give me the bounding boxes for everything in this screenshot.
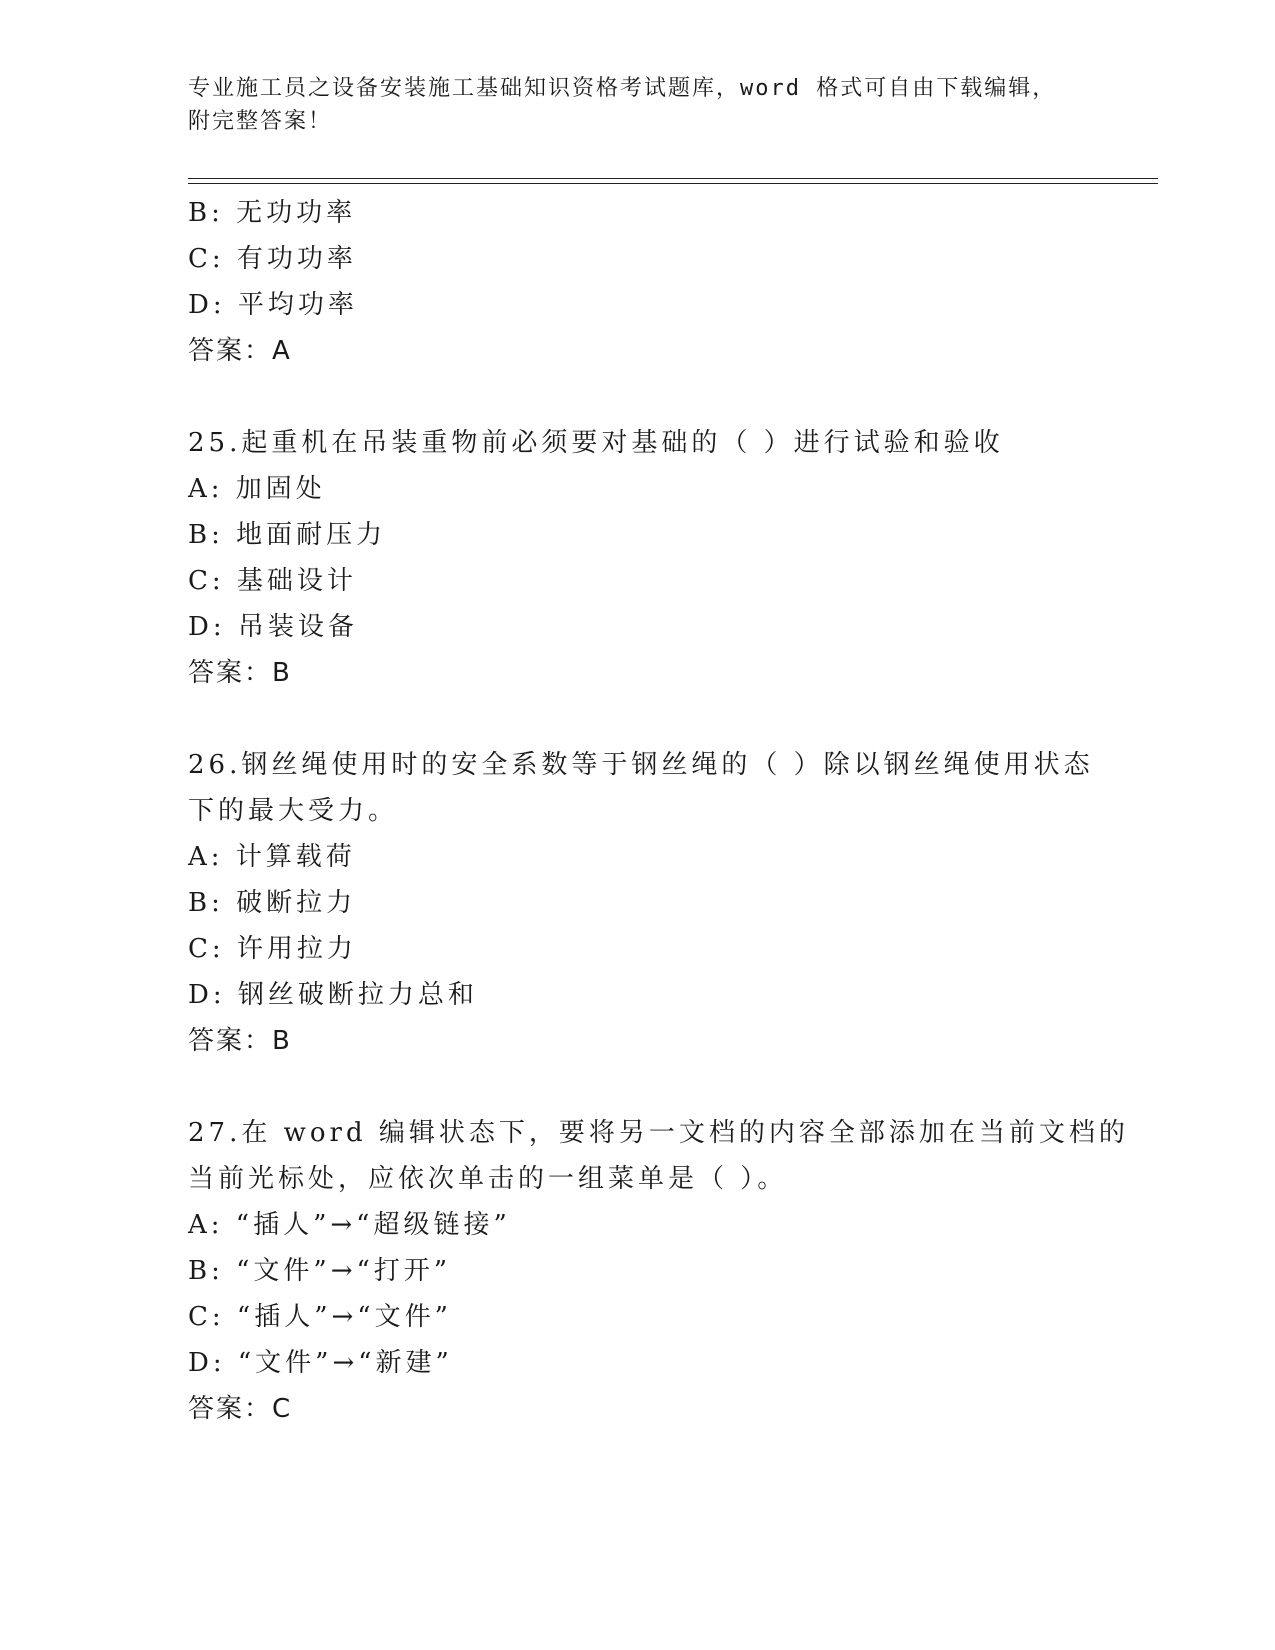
- question-block-24: [188, 190, 1088, 374]
- header-line-2: 附完整答案！: [188, 109, 333, 134]
- question-block-25: [188, 420, 1088, 696]
- answer-line: 答案：C: [188, 1394, 293, 1424]
- answer-line: 答案：A: [188, 336, 292, 366]
- question-text-line-2: 当前光标处，应依次单击的一组菜单是（ ）。: [188, 1164, 788, 1194]
- question-text-line-1: 27.在 word 编辑状态下，要将另一文档的内容全部添加在当前文档的: [188, 1118, 1129, 1148]
- question-text-line-2: 下的最大受力。: [188, 796, 399, 826]
- option-c: C: “插人”→“文件”: [188, 1302, 452, 1332]
- answer-line: 答案：B: [188, 1026, 292, 1056]
- header-divider-bottom: [188, 183, 1158, 184]
- question-text: 25.起重机在吊装重物前必须要对基础的（ ）进行试验和验收: [188, 428, 1004, 458]
- question-text-line-1: 26.钢丝绳使用时的安全系数等于钢丝绳的（ ）除以钢丝绳使用状态: [188, 750, 1094, 780]
- option-b: B: 地面耐压力: [188, 520, 387, 550]
- question-block-27: [188, 1110, 1129, 1432]
- question-block-26: [188, 742, 1094, 1064]
- option-a: A: 计算载荷: [188, 842, 356, 872]
- option-a: A: “插人”→“超级链接”: [188, 1210, 511, 1240]
- option-d: D: 吊装设备: [188, 612, 358, 642]
- header-line-1: 专业施工员之设备安装施工基础知识资格考试题库，word 格式可自由下载编辑，: [188, 76, 1057, 101]
- question-list: [188, 190, 1129, 1432]
- answer-line: 答案：B: [188, 658, 292, 688]
- option-d: D: 钢丝破断拉力总和: [188, 980, 478, 1010]
- option-d: D: “文件”→“新建”: [188, 1348, 453, 1378]
- document-header: [188, 72, 1088, 138]
- option-c: C: 基础设计: [188, 566, 357, 596]
- option-b: B: “文件”→“打开”: [188, 1256, 452, 1286]
- option-c: C: 有功功率: [188, 244, 357, 274]
- option-b: B: 破断拉力: [188, 888, 357, 918]
- header-divider-top: [188, 178, 1158, 179]
- option-d: D: 平均功率: [188, 290, 358, 320]
- option-b: B: 无功功率: [188, 198, 357, 228]
- option-a: A: 加固处: [188, 474, 326, 504]
- option-c: C: 许用拉力: [188, 934, 357, 964]
